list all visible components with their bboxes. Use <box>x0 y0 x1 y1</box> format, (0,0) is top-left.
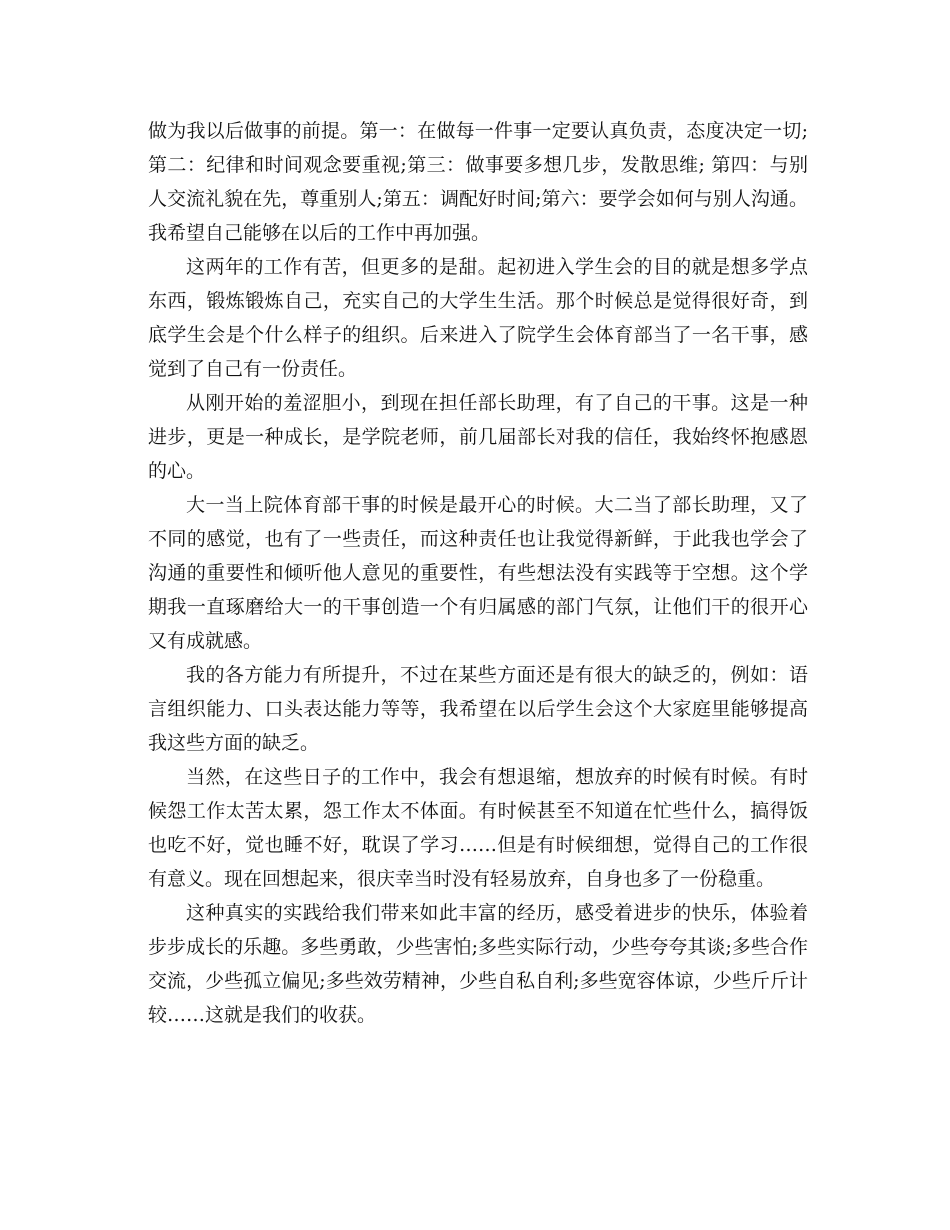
paragraph-3: 从刚开始的羞涩胆小，到现在担任部长助理，有了自己的干事。这是一种进步，更是一种成长，是学院老师，前几届部长对我的信任，我始终怀抱感恩的心。 <box>148 392 808 482</box>
paragraph-2: 这两年的工作有苦，但更多的是甜。起初进入学生会的目的就是想多学点东西，锻炼锻炼自己，充实自己的大学生生活。那个时候总是觉得很好奇，到底学生会是个什么样子的组织。后来进入了院学生会体育部当了一名干事，感觉到了自己有一份责任。 <box>148 256 808 380</box>
paragraph-1: 做为我以后做事的前提。第一：在做每一件事一定要认真负责，态度决定一切;第二：纪律和时间观念要重视;第三：做事要多想几步，发散思维; 第四：与别人交流礼貌在先，尊重别人;第五：调配好时间;第六：要学会如何与别人沟通。我希望自己能够在以后的工作中再加强。 <box>148 120 808 244</box>
paragraph-7: 这种真实的实践给我们带来如此丰富的经历，感受着进步的快乐，体验着步步成长的乐趣。多些勇敢，少些害怕;多些实际行动，少些夸夸其谈;多些合作交流，少些孤立偏见;多些效劳精神，少些自私自利;多些宽容体谅，少些斤斤计较……这就是我们的收获。 <box>148 902 808 1026</box>
paragraph-6: 当然，在这些日子的工作中，我会有想退缩，想放弃的时候有时候。有时候怨工作太苦太累，怨工作太不体面。有时候甚至不知道在忙些什么，搞得饭也吃不好，觉也睡不好，耽误了学习……但是有时候细想，觉得自己的工作很有意义。现在回想起来，很庆幸当时没有轻易放弃，自身也多了一份稳重。 <box>148 766 808 890</box>
document-body <box>148 114 808 1032</box>
paragraph-4: 大一当上院体育部干事的时候是最开心的时候。大二当了部长助理，又了不同的感觉，也有了一些责任，而这种责任也让我觉得新鲜，于此我也学会了沟通的重要性和倾听他人意见的重要性，有些想法没有实践等于空想。这个学期我一直琢磨给大一的干事创造一个有归属感的部门气氛，让他们干的很开心又有成就感。 <box>148 494 808 652</box>
paragraph-5: 我的各方能力有所提升，不过在某些方面还是有很大的缺乏的，例如：语言组织能力、口头表达能力等等，我希望在以后学生会这个大家庭里能够提高我这些方面的缺乏。 <box>148 664 808 754</box>
